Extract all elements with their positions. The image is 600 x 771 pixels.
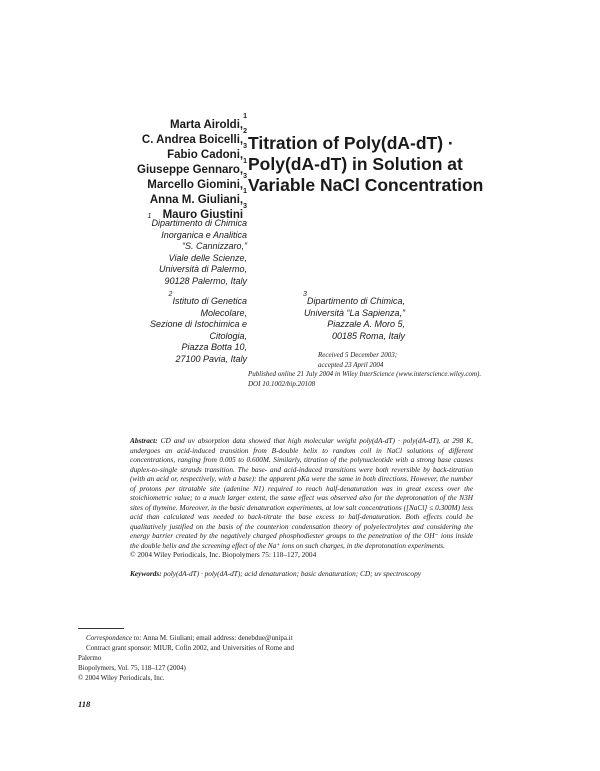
published-online: Published online 21 July 2004 in Wiley InterScience (www.interscience.wiley.com). <box>248 370 482 378</box>
doi: DOI 10.1002/bip.20108 <box>248 379 316 388</box>
keywords-text: poly(dA-dT) · poly(dA-dT); acid denaturation; basic denaturation; CD; uv spectroscopy <box>163 569 421 578</box>
grant-sponsor: Contract grant sponsor: MIUR, Cofin 2002, and Universities of Rome and Palermo <box>78 644 295 662</box>
author-1: Marta Airoldi,$^1$ <box>170 113 247 131</box>
affiliation-2: $^2$Istituto di Genetica Molecolare, Sezione di Istochimica e Citologia, Piazza Botta 10, 27100 Pavia, Italy <box>149 291 247 364</box>
title-line-3: Variable NaCl Concentration <box>248 175 484 195</box>
author-3: Fabio Cadoni,$^3$ <box>167 143 247 161</box>
affiliation-1: $^1$Dipartimento di Chimica Inorganica e Analitica “S. Cannizzaro,” Viale delle Scienze, Università di Palermo, 90128 Palermo, Italy <box>147 213 247 286</box>
abstract-text: CD and uv absorption data showed that high molecular weight poly(dA-dT) · poly(dA-dT), at 298 K, undergoes an acid-induced transition from B-double helix to random coil in NaCl solutions of different concentrations, ranging from 0.005 to 0.600M. Similarly, titration of the polynucleotide with a strong base causes duplex-to-single strands transition. The base- and acid-induced transitions were both reversible by back-titration (with an acid or, respectively, with a base): the apparent pKa were the same in both directions. However, the number of protons per titratable site (adenine N1) required to reach half-denaturation was in great excess over the stoichiometric value; to a much larger extent, the same effect was observed also for the deprotonation of the N3H sites of thymine. Moreover, in the basic denaturation experiments, at low salt concentrations ([NaCl] ≤ 0.300M) less acid than calculated was needed to back-titrate the base excess to half-denaturation. Both effects could be qualitatively justified on the basis of the counterion condensation theory of polyelectrolytes and considering the energy barrier created by the negatively charged phosphodiester groups to the penetration of the OH⁻ ions inside the double helix and the screening effect of the Na⁺ ions on such charges, in the deprotonation experiments. <box>130 436 474 550</box>
publication-dates <box>248 351 588 389</box>
affiliation-3: $^3$Dipartimento di Chimica, Università “La Sapienza,” Piazzale A. Moro 5, 00185 Roma, Italy <box>303 291 405 341</box>
author-2: C. Andrea Boicelli,$^2$ <box>141 128 247 146</box>
author-6: Anna M. Giuliani,$^1$ <box>149 188 247 206</box>
keywords-label: Keywords: <box>130 569 162 578</box>
author-5: Marcello Giomini,$^3$ <box>147 173 247 191</box>
author-4: Giuseppe Gennaro,$^1$ <box>137 158 247 176</box>
footnote-copyright: © 2004 Wiley Periodicals, Inc. <box>78 674 165 682</box>
title-line-1: Titration of Poly(dA-dT) · <box>248 133 454 153</box>
footnotes <box>78 633 303 683</box>
footnote-rule <box>78 628 124 629</box>
accepted-date: accepted 23 April 2004 <box>318 360 384 369</box>
received-date: Received 5 December 2003; <box>318 351 398 359</box>
journal-citation: Biopolymers, Vol. 75, 118–127 (2004) <box>78 664 186 672</box>
article-title <box>248 133 483 196</box>
author-7: Mauro Giustini$^3$ <box>162 203 247 221</box>
correspondence: Correspondence to: Anna M. Giuliani; email address: denebdue@unipa.it <box>86 634 293 642</box>
abstract-label: Abstract: <box>130 436 158 445</box>
title-line-2: Poly(dA-dT) in Solution at <box>248 154 463 174</box>
keywords <box>130 569 473 579</box>
abstract-copyright: © 2004 Wiley Periodicals, Inc. Biopolymers 75: 118–127, 2004 <box>130 550 317 559</box>
abstract <box>130 436 473 560</box>
author-list <box>137 113 247 223</box>
page-number: 118 <box>78 699 91 709</box>
